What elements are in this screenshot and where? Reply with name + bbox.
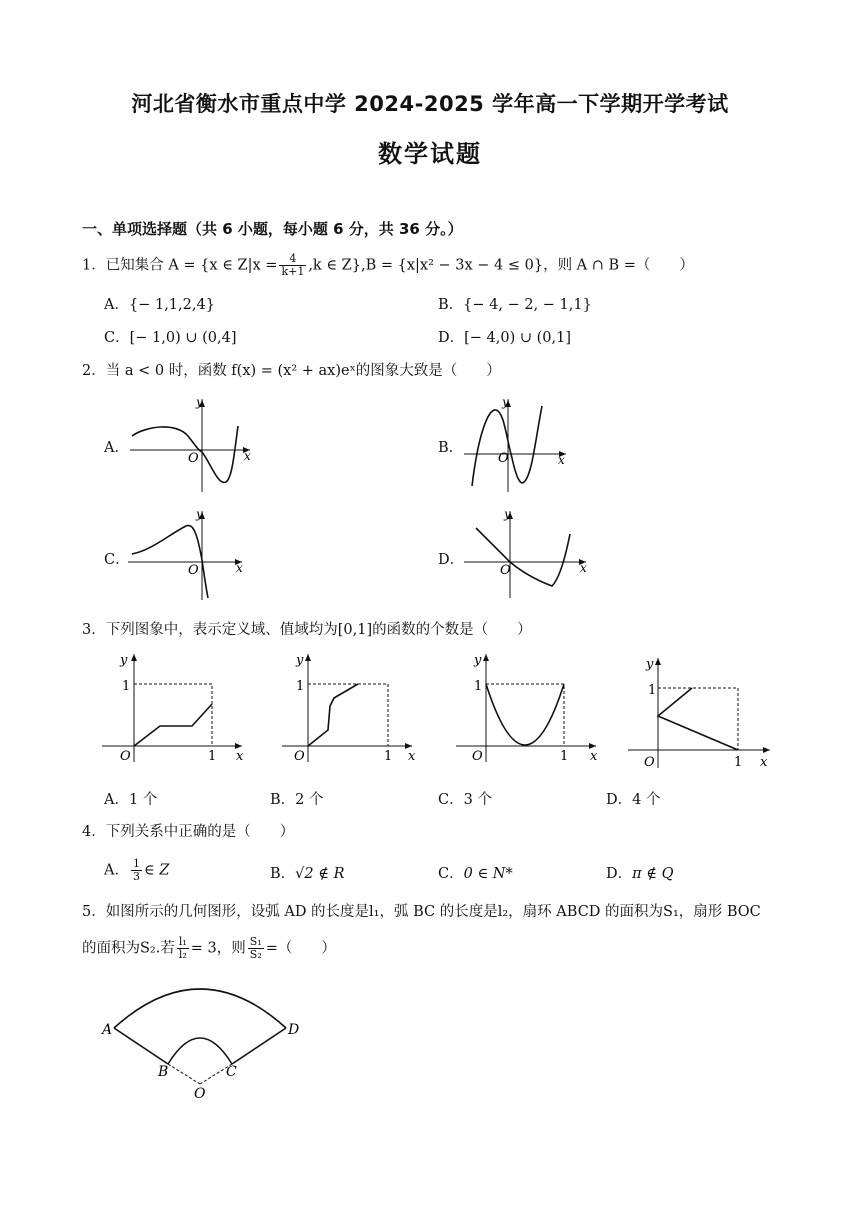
question-5-text-1: 如图所示的几何图形，设弧 AD 的长度是l₁，弧 BC 的长度是l₂，扇环 ABCD 的面积为S₁，扇形 BOC <box>105 904 761 920</box>
fraction <box>177 936 189 961</box>
arrow-icon <box>763 747 770 753</box>
question-5-stem-line1 <box>82 902 761 922</box>
question-number: 5． <box>82 904 106 920</box>
x-label: x <box>236 749 244 764</box>
question-1-text-a: 已知集合 A = {x ∈ Z|x = <box>105 257 278 274</box>
option-b[interactable] <box>270 788 324 809</box>
origin-label: O <box>188 563 199 578</box>
option-label: A． <box>104 440 129 456</box>
option-label: A． <box>104 297 129 313</box>
fraction-numerator: 4 <box>279 253 306 266</box>
option-text: {− 4, − 2, − 1,1} <box>463 297 592 313</box>
curve <box>476 528 570 586</box>
point-label: A <box>102 1022 113 1038</box>
graph-option-d <box>462 508 592 598</box>
graph-option-a <box>126 396 256 492</box>
option-text: ∈ Z <box>143 862 170 879</box>
arc-bc <box>168 1038 232 1064</box>
option-label: C． <box>104 330 130 346</box>
one-label: 1 <box>734 755 743 770</box>
question-1-stem <box>82 253 694 278</box>
option-c[interactable] <box>438 862 513 883</box>
origin-label: O <box>120 749 131 764</box>
question-4-stem <box>82 822 294 842</box>
origin-label: O <box>472 749 483 764</box>
origin-label: O <box>500 563 511 578</box>
x-label: x <box>760 755 768 770</box>
arrow-icon <box>305 654 311 661</box>
y-label: y <box>196 507 203 521</box>
question-2-stem <box>82 361 501 381</box>
fraction-numerator: l₁ <box>178 935 187 948</box>
option-label: B． <box>438 440 464 456</box>
option-label: D． <box>438 552 465 568</box>
option-text: 3 个 <box>463 792 492 808</box>
question-number: 3． <box>82 622 106 638</box>
option-b[interactable] <box>438 436 463 457</box>
graph-3 <box>452 650 602 766</box>
question-4-text: 下列关系中正确的是（ ） <box>105 824 295 840</box>
fraction-numerator: S₁ <box>249 935 262 948</box>
graph-4 <box>626 654 776 772</box>
fraction <box>131 858 142 883</box>
y-label: y <box>502 395 509 409</box>
point-label: D <box>288 1022 300 1038</box>
x-label: x <box>408 749 416 764</box>
graph-option-c <box>126 508 246 600</box>
question-3-stem <box>82 620 532 640</box>
dashed-ob <box>168 1064 200 1084</box>
fraction <box>279 253 306 278</box>
fraction-numerator: 1 <box>132 857 140 870</box>
fraction-denominator: S₂ <box>249 948 262 961</box>
question-3-text: 下列图象中，表示定义域、值域均为[0,1]的函数的个数是（ ） <box>105 622 532 638</box>
dashed-guide <box>658 688 738 750</box>
question-5-text-2a: 的面积为S₂.若 <box>82 940 175 957</box>
one-label: 1 <box>560 749 569 764</box>
y-label: y <box>646 657 654 672</box>
option-text: π ∉ Q <box>632 866 674 882</box>
segment-dc <box>232 1028 286 1064</box>
option-c[interactable] <box>104 326 236 347</box>
question-2-text: 当 a < 0 时，函数 f(x) = (x² + ax)eˣ的图象大致是（ ） <box>105 363 501 379</box>
question-number: 4． <box>82 824 106 840</box>
arrow-icon <box>483 654 489 661</box>
question-number: 1． <box>82 257 106 274</box>
origin-label: O <box>498 451 509 466</box>
option-label: C． <box>104 552 130 568</box>
x-label: x <box>558 453 565 467</box>
y-label: y <box>504 507 511 521</box>
graph-line <box>134 704 212 746</box>
graph-option-b <box>462 396 572 492</box>
option-label: D． <box>606 792 633 808</box>
graph-2 <box>278 650 418 766</box>
page-title: 河北省衡水市重点中学 2024-2025 学年高一下学期开学考试 <box>131 92 729 116</box>
question-5-stem-line2 <box>82 936 336 961</box>
point-label: B <box>158 1064 169 1080</box>
option-label: B． <box>270 866 296 882</box>
option-text: 0 ∈ N* <box>463 866 513 882</box>
option-a[interactable] <box>104 293 215 314</box>
option-text: 1 个 <box>128 792 158 808</box>
question-number: 2． <box>82 363 106 379</box>
fraction <box>248 936 264 961</box>
page-subtitle: 数学试题 <box>378 140 482 168</box>
y-label: y <box>196 395 203 409</box>
option-label: A． <box>104 792 129 808</box>
option-b[interactable] <box>438 293 592 314</box>
one-label: 1 <box>648 683 657 698</box>
arrow-icon <box>655 658 661 665</box>
one-label: 1 <box>122 679 131 694</box>
option-b[interactable] <box>270 862 345 883</box>
x-label: x <box>236 561 243 575</box>
option-a[interactable] <box>104 788 157 809</box>
option-label: C． <box>438 866 464 882</box>
sector-figure <box>96 976 316 1106</box>
one-label: 1 <box>296 679 305 694</box>
segment-ab <box>114 1028 168 1064</box>
graph-line <box>308 684 358 746</box>
option-label: C． <box>438 792 464 808</box>
option-label: B． <box>438 297 464 313</box>
fraction-denominator: 3 <box>132 870 140 883</box>
option-c[interactable] <box>438 788 492 809</box>
option-text: 2 个 <box>295 792 324 808</box>
origin-label: O <box>294 749 305 764</box>
option-d[interactable] <box>438 326 571 347</box>
question-5-text-2b: = 3，则 <box>190 940 246 957</box>
y-label: y <box>120 653 128 668</box>
one-label: 1 <box>474 679 483 694</box>
option-d[interactable] <box>606 862 674 883</box>
x-label: x <box>590 749 598 764</box>
option-text: {− 1,1,2,4} <box>128 297 215 313</box>
option-text: √2 ∉ R <box>295 866 345 882</box>
y-label: y <box>474 653 482 668</box>
arrow-icon <box>131 654 137 661</box>
arc-ad <box>114 989 286 1028</box>
option-d[interactable] <box>606 788 660 809</box>
question-1-text-b: ,k ∈ Z},B = {x|x² − 3x − 4 ≤ 0}，则 A ∩ B =（ ） <box>308 257 694 274</box>
point-label: O <box>194 1086 206 1102</box>
origin-label: O <box>188 451 199 466</box>
option-a[interactable] <box>104 858 169 883</box>
option-text: [− 1,0) ∪ (0,4] <box>129 330 237 346</box>
graph-1 <box>98 650 248 766</box>
x-label: x <box>580 561 587 575</box>
question-5-text-2c: =（ ） <box>265 940 336 957</box>
point-label: C <box>226 1064 237 1080</box>
option-label: D． <box>438 330 465 346</box>
fraction-denominator: l₂ <box>178 948 187 961</box>
option-label: A． <box>104 862 129 879</box>
one-label: 1 <box>208 749 217 764</box>
y-label: y <box>296 653 304 668</box>
option-label: B． <box>270 792 296 808</box>
section-heading: 一、单项选择题（共 6 小题，每小题 6 分，共 36 分。） <box>82 220 463 238</box>
option-text: [− 4,0) ∪ (0,1] <box>464 330 572 346</box>
origin-label: O <box>644 755 655 770</box>
option-label: D． <box>606 866 633 882</box>
one-label: 1 <box>384 749 393 764</box>
curve <box>472 406 542 486</box>
fraction-denominator: k+1 <box>281 265 305 278</box>
graph-line <box>658 688 738 750</box>
curve <box>132 426 238 482</box>
x-label: x <box>244 449 251 463</box>
option-text: 4 个 <box>632 792 661 808</box>
option-d[interactable] <box>438 548 464 569</box>
parabola <box>486 684 564 745</box>
